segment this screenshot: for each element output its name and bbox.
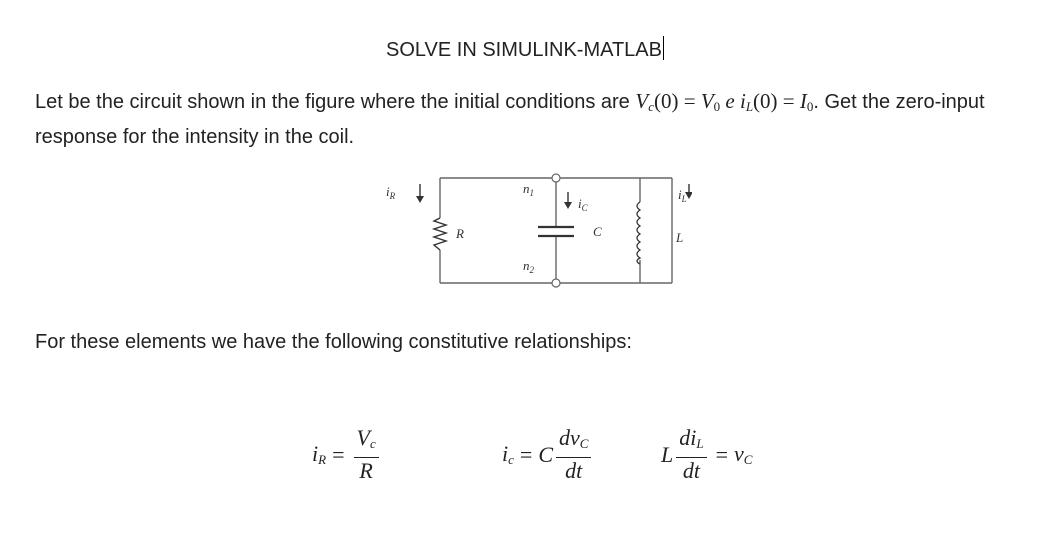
capacitor-symbol	[538, 227, 574, 236]
page-title: SOLVE IN SIMULINK-MATLAB	[0, 36, 1050, 62]
relationships-text: For these elements we have the following constitutive relationships:	[35, 331, 632, 353]
label-iR: $i_R$	[386, 184, 396, 201]
circuit-diagram	[372, 170, 692, 295]
equation-inductor: L $\frac{di_L}{dt}$ = $v_C$	[661, 425, 753, 483]
label-iL: $i_L$	[678, 187, 687, 204]
tail-text: . Get the zero-input response for the intensity in the coil.	[35, 91, 985, 148]
text-cursor	[663, 36, 664, 60]
equation-capacitor: $i_c$ = C $\frac{dv_C}{dt}$	[502, 426, 594, 483]
label-C: C	[593, 224, 602, 239]
vc0-expr: $V_c(0) = V_0$ e $i_L(0) = I_0$	[635, 89, 814, 114]
node-n2	[552, 279, 560, 287]
problem-statement	[35, 86, 1035, 153]
label-iC: $i_C$	[578, 196, 588, 213]
label-n1: $n_1$	[523, 181, 534, 198]
resistor-symbol	[434, 218, 446, 250]
node-n1	[552, 174, 560, 182]
label-L: L	[676, 230, 684, 245]
inductor-symbol	[637, 202, 640, 264]
equation-resistor: $i_R$ = $\frac{V_c}{R}$	[312, 426, 382, 483]
label-n2: $n_2$	[523, 258, 534, 275]
label-R: R	[456, 226, 464, 241]
intro-text: Let be the circuit shown in the figure where the initial conditions are	[35, 91, 630, 113]
current-arrows	[416, 184, 692, 209]
